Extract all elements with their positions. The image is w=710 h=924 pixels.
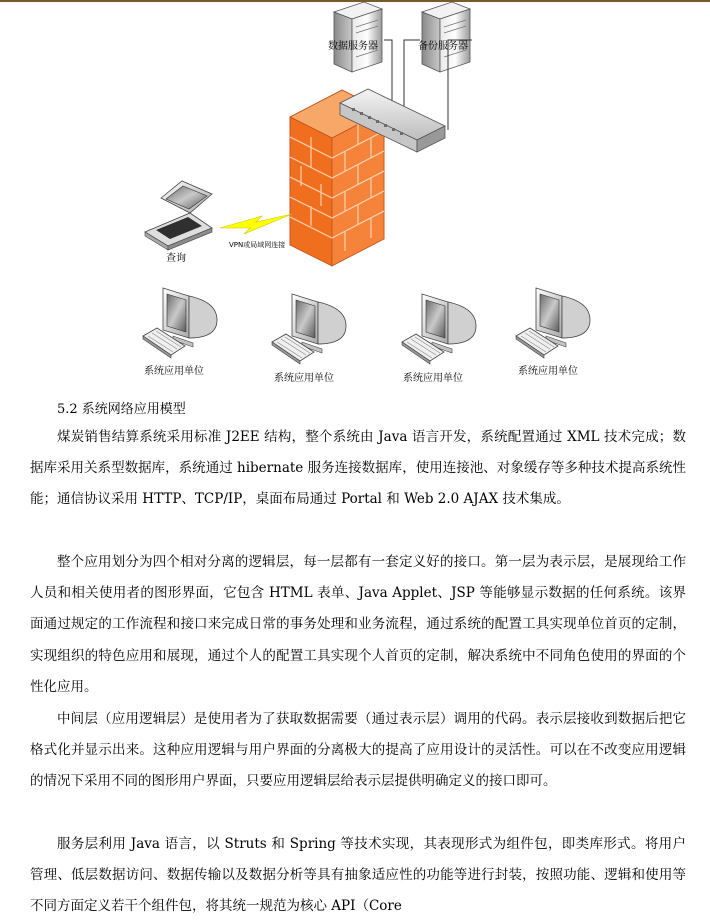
laptop-icon bbox=[145, 181, 212, 250]
client-computer-icon bbox=[143, 288, 217, 358]
vpn-label: VPN或局域网连接 bbox=[229, 241, 286, 249]
paragraph: 中间层（应用逻辑层）是使用者为了获取数据需要（通过表示层）调用的代码。表示层接收到数据后把它格式化并显示出来。这种应用逻辑与用户界面的分离极大的提高了应用设计的灵活性。可以在不改变应用逻辑的情况下采用不同的图形用户界面，只要应用逻辑层给表示层提供明确定义的接口即可。 bbox=[30, 711, 686, 790]
query-label: 查询 bbox=[166, 253, 186, 264]
backup-server-label: 备份服务器 bbox=[418, 41, 468, 52]
client-label: 系统应用单位 bbox=[518, 366, 578, 377]
client-computer-icon bbox=[272, 294, 346, 364]
lightning-bolt-icon bbox=[220, 214, 292, 234]
client-label: 系统应用单位 bbox=[274, 373, 334, 384]
paragraph: 整个应用划分为四个相对分离的逻辑层，每一层都有一套定义好的接口。第一层为表示层，是展现给工作人员和相关使用者的图形界面，它包含 HTML 表单、Java Applet、JSP 等能够显示数据的任何系统。该界面通过规定的工作流程和接口来完成日常的事务处理和业务流程，通过系统的配置工具实现单位首页的定制，实现组织的特色应用和展现，通过个人的配置工具实现个人首页的定制，解决系统中不同角色使用的界面的个性化应用。 bbox=[30, 554, 686, 695]
paragraph: 服务层利用 Java 语言，以 Struts 和 Spring 等技术实现，其表现形式为组件包，即类库形式。将用户管理、低层数据访问、数据传输以及数据分析等具有抽象适应性的功能等进行封装，按照功能、逻辑和使用等不同方面定义若干个组件包，将其统一规范为核心 API（Core bbox=[30, 836, 686, 915]
client-label: 系统应用单位 bbox=[144, 366, 204, 377]
section-heading: 5.2 系统网络应用模型 bbox=[57, 402, 186, 417]
network-diagram bbox=[0, 0, 710, 392]
paragraph: 煤炭销售结算系统采用标准 J2EE 结构，整个系统由 Java 语言开发，系统配置通过 XML 技术完成；数据库采用关系型数据库，系统通过 hibernate 服务连接数据库，使用连接池、对象缓存等多种技术提高系统性能；通信协议采用 HTTP、TCP/IP，桌面布局通过 Portal 和 Web 2.0 AJAX 技术集成。 bbox=[30, 429, 686, 508]
client-label: 系统应用单位 bbox=[403, 373, 463, 384]
client-computer-icon bbox=[516, 288, 590, 358]
data-server-label: 数据服务器 bbox=[328, 41, 378, 52]
client-computer-icon bbox=[402, 294, 476, 364]
